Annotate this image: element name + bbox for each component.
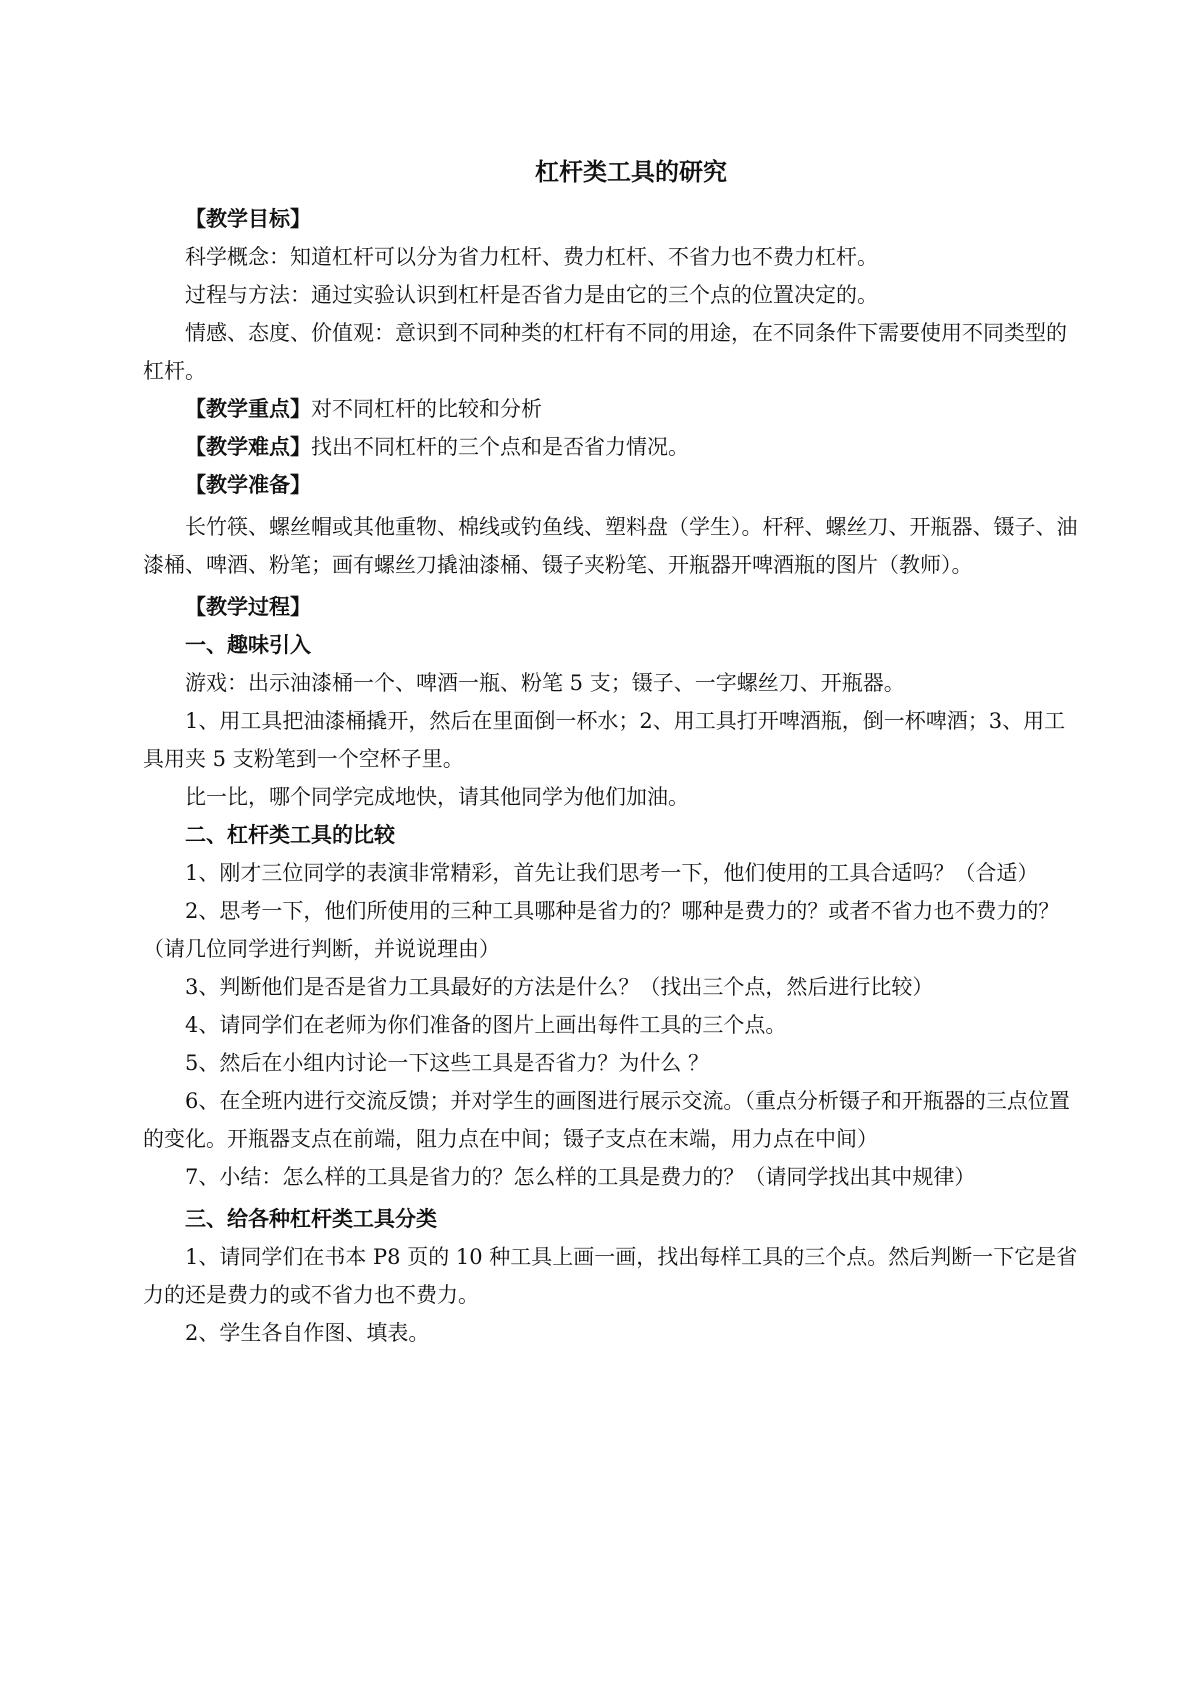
process-heading: 【教学过程】 bbox=[185, 594, 311, 619]
objective-science: 科学概念：知道杠杆可以分为省力杠杆、费力杠杆、不省力也不费力杠杆。 bbox=[185, 245, 878, 269]
difficulty-line bbox=[143, 428, 1083, 466]
prep-heading: 【教学准备】 bbox=[185, 472, 311, 497]
section1-heading: 一、趣味引入 bbox=[185, 632, 311, 657]
list-item: 2、思考一下，他们所使用的三种工具哪种是省力的？哪种是费力的？或者不省力也不费力的？（请几位同学进行判断，并说说理由） bbox=[143, 899, 1060, 961]
document-body bbox=[143, 152, 1083, 1352]
section2-heading: 二、杠杆类工具的比较 bbox=[185, 822, 395, 847]
list-item: 6、在全班内进行交流反馈；并对学生的画图进行展示交流。（重点分析镊子和开瓶器的三点位置的变化。开瓶器支点在前端，阻力点在中间；镊子支点在末端，用力点在中间） bbox=[143, 1089, 1070, 1151]
section1-tasks: 1、用工具把油漆桶撬开，然后在里面倒一杯水；2、用工具打开啤酒瓶，倒一杯啤酒；3、用工具用夹 5 支粉笔到一个空杯子里。 bbox=[143, 709, 1066, 771]
objective-emotion: 情感、态度、价值观：意识到不同种类的杠杆有不同的用途，在不同条件下需要使用不同类型的杠杆。 bbox=[143, 321, 1067, 383]
list-item: 3、判断他们是否是省力工具最好的方法是什么？（找出三个点，然后进行比较） bbox=[185, 975, 934, 999]
focus-label: 【教学重点】 bbox=[185, 396, 311, 421]
list-item: 2、学生各自作图、填表。 bbox=[185, 1321, 430, 1345]
section1-game: 游戏：出示油漆桶一个、啤酒一瓶、粉笔 5 支；镊子、一字螺丝刀、开瓶器。 bbox=[185, 671, 905, 695]
focus-text: 对不同杠杆的比较和分析 bbox=[311, 397, 542, 421]
section3-heading: 三、给各种杠杆类工具分类 bbox=[185, 1206, 437, 1231]
objectives-heading: 【教学目标】 bbox=[185, 206, 311, 231]
objective-process: 过程与方法：通过实验认识到杠杆是否省力是由它的三个点的位置决定的。 bbox=[185, 283, 878, 307]
section1-compare: 比一比，哪个同学完成地快，请其他同学为他们加油。 bbox=[185, 785, 689, 809]
document-title: 杠杆类工具的研究 bbox=[535, 157, 727, 186]
list-item: 5、然后在小组内讨论一下这些工具是否省力？为什么 ？ bbox=[185, 1051, 710, 1075]
prep-text: 长竹筷、螺丝帽或其他重物、棉线或钓鱼线、塑料盘（学生）。杆秤、螺丝刀、开瓶器、镊子、油漆桶、啤酒、粉笔；画有螺丝刀撬油漆桶、镊子夹粉笔、开瓶器开啤酒瓶的图片（教师）。 bbox=[143, 515, 1078, 577]
focus-line bbox=[143, 390, 1083, 428]
list-item: 1、请同学们在书本 P8 页的 10 种工具上画一画，找出每样工具的三个点。然后判断一下它是省力的还是费力的或不省力也不费力。 bbox=[143, 1245, 1078, 1307]
list-item: 4、请同学们在老师为你们准备的图片上画出每件工具的三个点。 bbox=[185, 1013, 787, 1037]
list-item: 1、刚才三位同学的表演非常精彩，首先让我们思考一下，他们使用的工具合适吗？（合适） bbox=[185, 861, 1039, 885]
list-item: 7、小结：怎么样的工具是省力的？怎么样的工具是费力的？（请同学找出其中规律） bbox=[185, 1165, 976, 1189]
difficulty-label: 【教学难点】 bbox=[185, 434, 311, 459]
difficulty-text: 找出不同杠杆的三个点和是否省力情况。 bbox=[311, 435, 689, 459]
